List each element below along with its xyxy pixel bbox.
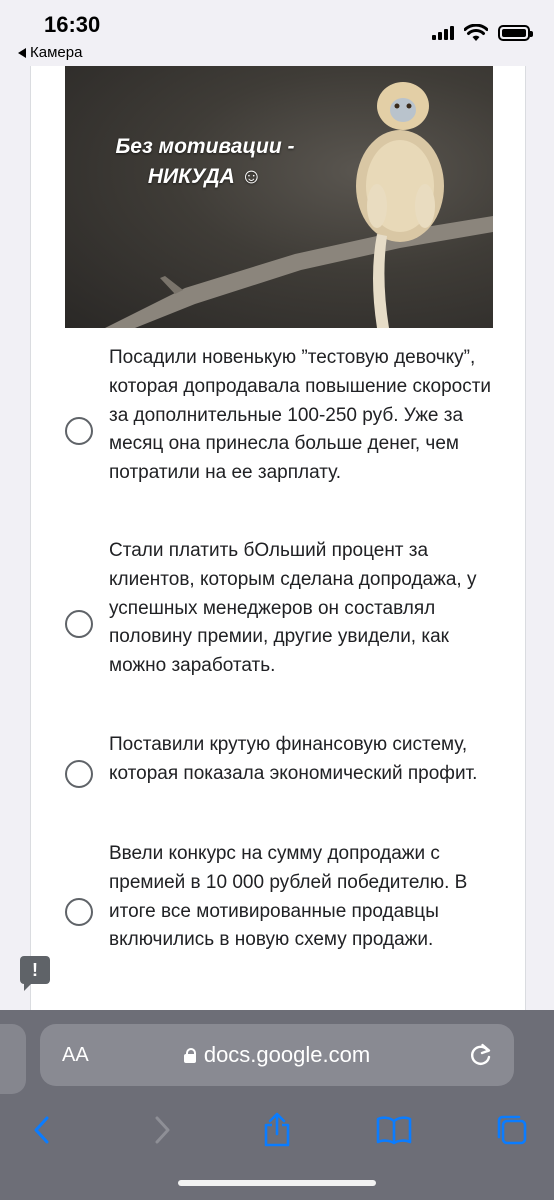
answer-option-3-label: Поставили крутую финансовую систему, которая показала экономический профит.	[109, 734, 478, 784]
answer-option-2-label: Стали платить бОльший процент за клиентов, которым сделана допродажа, у успешных менеджеров он составлял половину премии, другие увидели, как можно заработать.	[109, 540, 477, 677]
wifi-icon	[464, 24, 488, 42]
back-to-app-link[interactable]	[18, 44, 82, 61]
monkey-on-branch-illustration	[65, 66, 493, 328]
answer-option-2[interactable]	[31, 537, 527, 713]
report-feedback-icon[interactable]: !	[20, 956, 50, 984]
signal-icon	[432, 26, 454, 40]
bookmarks-button[interactable]	[372, 1108, 416, 1152]
bookmarks-icon	[376, 1115, 412, 1145]
browser-bottom-bar	[0, 1010, 554, 1200]
image-caption	[95, 132, 315, 192]
radio-button-2[interactable]	[65, 610, 93, 638]
radio-button-4[interactable]	[65, 898, 93, 926]
url-text: docs.google.com	[203, 1042, 371, 1067]
forward-button[interactable]	[140, 1108, 184, 1152]
form-question-card	[30, 66, 526, 1010]
status-time: 16:30	[44, 12, 101, 37]
radio-button-3[interactable]	[65, 760, 93, 788]
share-icon	[262, 1112, 292, 1148]
share-button[interactable]	[255, 1108, 299, 1152]
answer-option-3[interactable]	[31, 731, 527, 821]
back-triangle-icon	[18, 48, 26, 58]
battery-icon	[498, 25, 530, 41]
answer-option-4-label: Ввели конкурс на сумму допродажи с премией в 10 000 рублей победителю. В итоге все мотивированные продавцы включились в новую схему продажи.	[109, 843, 468, 951]
browser-toolbar	[0, 1100, 554, 1160]
home-indicator[interactable]	[178, 1180, 376, 1186]
lock-icon	[184, 1048, 196, 1063]
image-caption-line-1: Без мотивации -	[115, 135, 295, 158]
back-button[interactable]	[20, 1108, 64, 1152]
image-caption-line-2: НИКУДА ☺	[147, 165, 263, 188]
previous-tab-peek[interactable]	[0, 1024, 26, 1094]
radio-button-1[interactable]	[65, 417, 93, 445]
answer-option-1[interactable]	[31, 344, 527, 520]
answer-option-1-label: Посадили новенькую ”тестовую девочку”, которая допродавала повышение скорости за дополнительные 100-250 руб. Уже за месяц она принесла больше денег, чем потратили на ее зарплату.	[109, 347, 492, 484]
forward-icon	[152, 1115, 172, 1145]
text-size-button[interactable]: AA	[62, 1044, 89, 1066]
tabs-icon	[495, 1113, 529, 1147]
tabs-button[interactable]	[490, 1108, 534, 1152]
address-bar[interactable]	[40, 1024, 514, 1086]
status-bar	[0, 0, 554, 66]
back-app-label: Камера	[30, 44, 83, 61]
status-icons	[432, 24, 530, 42]
reload-icon[interactable]	[468, 1042, 494, 1068]
answer-option-4[interactable]	[31, 840, 527, 986]
question-image	[65, 66, 493, 328]
back-icon	[32, 1115, 52, 1145]
